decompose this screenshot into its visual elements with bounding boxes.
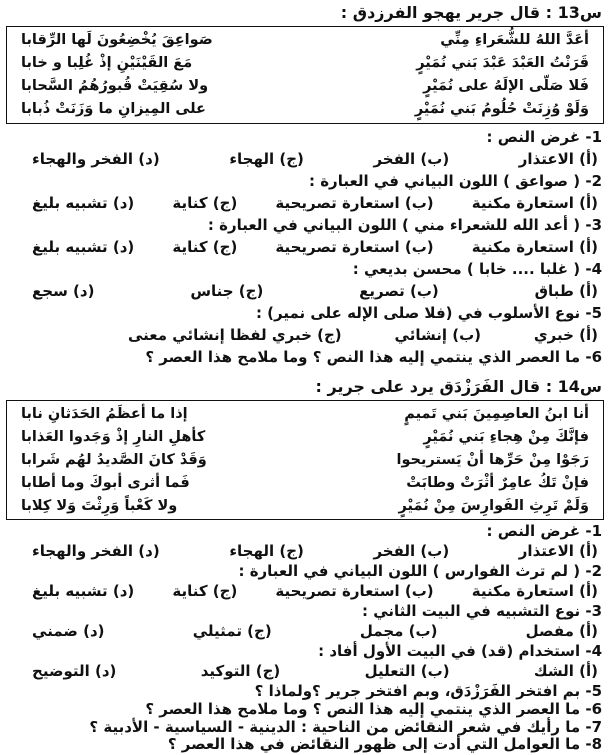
option-d[interactable]: (د) التوضيح [32, 662, 117, 680]
option-a[interactable]: (أ) مفصل [525, 622, 598, 640]
option-c[interactable]: (ج) التوكيد [200, 662, 281, 680]
s14-verse-3 [21, 449, 589, 471]
s13-q3: 3- ( أعد الله للشعراء مني ) اللون البياني في العبارة : [207, 216, 602, 234]
option-b[interactable]: (ب) الفخر [373, 542, 450, 560]
s13-q1: 1- غرض النص : [486, 128, 602, 146]
option-a[interactable]: (أ) الاعتذار [518, 542, 598, 560]
verse-first-half: فَلا صَلّى الإلَهُ على نُمَيْرٍ [423, 78, 589, 94]
option-b[interactable]: (ب) الفخر [373, 150, 450, 168]
verse-first-half: فإنَّكَ مِنْ هِجاءِ بَني نُمَيْرٍ [423, 429, 589, 445]
s13-q2: 2- ( صواعق ) اللون البياني في العبارة : [308, 172, 602, 190]
verse-second-half: ولا سُقِيَتْ قُبورُهُمُ السَّحابا [21, 78, 209, 94]
s13-q2-options [8, 192, 602, 214]
verse-second-half: ولا كَعْباً وَرِثْتَ وَلا كِلابا [21, 498, 178, 514]
s13-q4-options [8, 280, 602, 302]
s14-verse-1 [21, 403, 589, 425]
s14-verse-box [6, 400, 604, 520]
s14-q7: 7- ما رأيك في شعر النقائض من الناحية : الدينية - السياسية - الأدبية ؟ [89, 718, 602, 736]
s13-verse-3 [21, 75, 589, 97]
s14-q3-options [8, 620, 602, 642]
s14-title: س14 : قال الفَرَزْدَق يرد على جرير : [315, 377, 602, 396]
option-a[interactable]: (أ) طباق [534, 282, 598, 300]
option-c[interactable]: (ج) كناية [172, 238, 238, 256]
s14-verse-5 [21, 495, 589, 517]
option-a[interactable]: (أ) استعارة مكنية [471, 582, 598, 600]
option-a[interactable]: (أ) الشك [533, 662, 598, 680]
verse-second-half: كأهلِ النارِ إذْ وَجَدوا العَذابا [21, 429, 206, 445]
s14-q4-options [8, 660, 602, 682]
s14-q8: 8- ما العوامل التي أدت إلى ظهور النقائض في هذا العصر ؟ [167, 735, 602, 753]
option-d[interactable]: (د) تشبيه بليغ [32, 194, 135, 212]
s14-verse-2 [21, 426, 589, 448]
s14-verse-4 [21, 472, 589, 494]
option-b[interactable]: (ب) التعليل [364, 662, 450, 680]
option-c[interactable]: (ج) كناية [172, 582, 238, 600]
s13-title: س13 : قال جرير يهجو الفرزدق : [340, 3, 602, 22]
s13-verse-1 [21, 29, 589, 51]
verse-first-half: قَرَنْتُ العَبْدَ عَبْدَ بَني نُمَيْرٍ [416, 55, 589, 71]
option-c[interactable]: (ج) خبري لفظا إنشائي معنى [128, 326, 342, 344]
s13-q3-options [8, 236, 602, 258]
s14-q1-options [8, 540, 602, 562]
s14-q2: 2- ( لم ترث الفوارس ) اللون البياني في العبارة : [238, 562, 602, 580]
verse-second-half: صَواعِقَ يُخْضِعُونَ لَها الرِّقابا [21, 32, 213, 48]
verse-first-half: رَجَوْا مِنْ حَرِّها أنْ يَستريحوا [396, 452, 589, 468]
verse-second-half: مَعَ القَيْنَيْنِ إذْ غُلِبا و خابا [21, 55, 193, 71]
s14-q2-options [8, 580, 602, 602]
option-c[interactable]: (ج) الهجاء [229, 542, 304, 560]
option-c[interactable]: (ج) كناية [172, 194, 238, 212]
option-d[interactable]: (د) الفخر والهجاء [32, 542, 160, 560]
verse-second-half: إذا ما أعظَمُ الحَدَثانِ نابا [21, 406, 188, 422]
option-a[interactable]: (أ) استعارة مكنية [471, 238, 598, 256]
option-d[interactable]: (د) تشبيه بليغ [32, 582, 135, 600]
option-d[interactable]: (د) تشبيه بليغ [32, 238, 135, 256]
verse-second-half: على المِيزانِ ما وَزَنَتْ ذُبابا [21, 101, 206, 117]
s13-q5-options [8, 324, 602, 346]
option-b[interactable]: (ب) تصريع [359, 282, 439, 300]
option-d[interactable]: (د) سجع [32, 282, 95, 300]
s13-verse-box [6, 26, 604, 124]
s14-q4: 4- استخدام (قد) في البيت الأول أفاد : [318, 642, 602, 660]
option-d[interactable]: (د) الفخر والهجاء [32, 150, 160, 168]
option-a[interactable]: (أ) خبري [533, 326, 598, 344]
option-b[interactable]: (ب) استعارة تصريحية [275, 582, 434, 600]
s13-q6: 6- ما العصر الذي ينتمي إليه هذا النص ؟ وما ملامح هذا العصر ؟ [145, 348, 602, 366]
option-a[interactable]: (أ) استعارة مكنية [471, 194, 598, 212]
option-b[interactable]: (ب) مجمل [359, 622, 438, 640]
s13-q4: 4- ( غلبا .... خابا ) محسن بديعي : [352, 260, 602, 278]
verse-first-half: أنا ابنُ العاصِمِينَ بَني تَميمٍ [404, 406, 589, 422]
s13-q5: 5- نوع الأسلوب في (فلا صلى الإله على نمير) : [255, 304, 602, 322]
s13-q1-options [8, 148, 602, 170]
verse-first-half: أعَدَّ اللهُ للشُّعَراءِ مِنِّي [440, 32, 589, 48]
option-a[interactable]: (أ) الاعتذار [518, 150, 598, 168]
verse-first-half: فإنْ تَكُ عامِرٌ أثْرَتْ وطابَتْ [406, 475, 589, 491]
option-b[interactable]: (ب) إنشائي [394, 326, 482, 344]
verse-first-half: وَلَوْ وُزِنَتْ حُلُومُ بَني نُمَيْرٍ [414, 101, 589, 117]
s14-q5: 5- بم افتخر الفَرَزْدَق، وبم افتخر جرير ؟ولماذا ؟ [254, 682, 602, 700]
option-d[interactable]: (د) ضمني [32, 622, 105, 640]
option-c[interactable]: (ج) تمثيلي [192, 622, 272, 640]
verse-second-half: وَقَدْ كانَ الصَّديدُ لهُم شَرابا [21, 452, 207, 468]
s14-q1: 1- غرض النص : [486, 522, 602, 540]
s14-q6: 6- ما العصر الذي ينتمي إليه هذا النص ؟ وما ملامح هذا العصر ؟ [145, 700, 602, 718]
s14-q3: 3- نوع التشبيه في البيت الثاني : [361, 602, 602, 620]
option-b[interactable]: (ب) استعارة تصريحية [275, 194, 434, 212]
option-c[interactable]: (ج) جناس [190, 282, 264, 300]
s13-verse-4 [21, 98, 589, 120]
option-c[interactable]: (ج) الهجاء [229, 150, 304, 168]
verse-first-half: وَلَمْ تَرِثِ الفَوارِسَ مِنْ نُمَيْرٍ [398, 498, 589, 514]
option-b[interactable]: (ب) استعارة تصريحية [275, 238, 434, 256]
s13-verse-2 [21, 52, 589, 74]
verse-second-half: فَما أثرى أبوكَ وما أطابا [21, 475, 190, 491]
